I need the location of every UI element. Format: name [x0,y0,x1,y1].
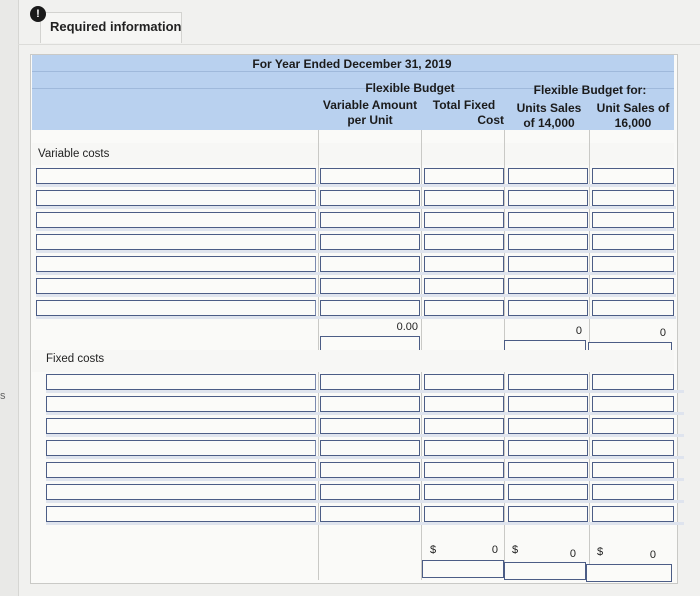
per-unit-input[interactable] [320,300,420,316]
units-14000-input[interactable] [508,462,588,478]
cost-name-input[interactable] [36,168,316,184]
flexible-budget-for-label: Flexible Budget for: [533,83,647,97]
per-unit-input[interactable] [320,462,420,478]
budget-sheet [30,54,678,584]
units-14000-input[interactable] [508,418,588,434]
col-total-fixed: Total Fixed [432,98,496,112]
units-14000-input[interactable] [508,278,588,294]
currency-symbol-14000: $ [512,544,519,556]
per-unit-input[interactable] [320,506,420,522]
fixed-total-14000-box [504,562,586,580]
flexible-budget-label: Flexible Budget [365,81,455,95]
fixed-total-16000-box [586,564,672,582]
col-units-16000: Unit Sales of [596,101,670,115]
variable-total-16000: 0 [659,327,666,339]
currency-symbol-16000: $ [597,546,604,558]
units-14000-input[interactable] [508,212,588,228]
fixed-cost-input[interactable] [424,374,504,390]
units-16000-input[interactable] [592,168,674,184]
per-unit-input[interactable] [320,374,420,390]
side-text-fragment: s [0,390,6,402]
per-unit-input[interactable] [320,278,420,294]
period-label: For Year Ended December 31, 2019 [252,57,452,71]
col-units-16000-line2: 16,000 [614,116,652,130]
cost-name-input[interactable] [36,278,316,294]
cost-name-input[interactable] [46,440,316,456]
per-unit-input[interactable] [320,440,420,456]
fixed-cost-input[interactable] [424,212,504,228]
col-variable-amount: Variable Amount [322,98,418,112]
units-16000-input[interactable] [592,212,674,228]
fixed-cost-input[interactable] [424,256,504,272]
variable-cost-row [36,300,676,316]
per-unit-input[interactable] [320,256,420,272]
variable-cost-row [36,212,676,228]
fixed-cost-input[interactable] [424,190,504,206]
variable-cost-row [36,168,676,184]
cost-name-input[interactable] [46,506,316,522]
fixed-cost-input[interactable] [424,418,504,434]
fixed-cost-row [46,418,684,434]
fixed-cost-row [46,462,684,478]
units-14000-input[interactable] [508,440,588,456]
units-16000-input[interactable] [592,374,674,390]
per-unit-input[interactable] [320,484,420,500]
per-unit-input[interactable] [320,396,420,412]
col-total-fixed-line2: Cost [477,113,504,127]
units-16000-input[interactable] [592,462,674,478]
fixed-cost-input[interactable] [424,396,504,412]
per-unit-input[interactable] [320,168,420,184]
units-14000-input[interactable] [508,484,588,500]
fixed-cost-input[interactable] [424,506,504,522]
units-14000-input[interactable] [508,374,588,390]
fixed-cost-input[interactable] [424,278,504,294]
per-unit-input[interactable] [320,212,420,228]
cost-name-input[interactable] [36,190,316,206]
variable-costs-row [32,143,674,165]
variable-cost-row [36,278,676,294]
variable-total-14000: 0 [575,325,582,337]
fixed-cost-row [46,374,684,390]
units-14000-input[interactable] [508,396,588,412]
col-units-14000-line2: of 14,000 [523,116,575,130]
required-info-label: Required information [50,19,182,34]
fixed-cost-row [46,396,684,412]
fixed-total-fixed-cost: 0 [491,544,498,556]
cost-name-input[interactable] [36,212,316,228]
header-divider-1 [32,71,674,72]
variable-costs-label: Variable costs [38,148,110,160]
units-16000-input[interactable] [592,234,674,250]
variable-cost-row [36,234,676,250]
units-16000-input[interactable] [592,506,674,522]
col-variable-amount-line2: per Unit [347,113,393,127]
units-16000-input[interactable] [592,256,674,272]
cost-name-input[interactable] [46,462,316,478]
units-14000-input[interactable] [508,168,588,184]
currency-symbol-fixed: $ [430,544,437,556]
fixed-cost-input[interactable] [424,168,504,184]
per-unit-input[interactable] [320,234,420,250]
variable-per-unit-total: 0.00 [396,321,418,333]
units-14000-input[interactable] [508,234,588,250]
units-16000-input[interactable] [592,484,674,500]
fixed-cost-row [46,440,684,456]
fixed-cost-input[interactable] [424,300,504,316]
per-unit-input[interactable] [320,190,420,206]
fixed-cost-row [46,506,684,522]
units-16000-input[interactable] [592,440,674,456]
fixed-cost-row [46,484,684,500]
units-14000-input[interactable] [508,300,588,316]
cost-name-input[interactable] [46,396,316,412]
left-panel-edge [0,0,19,596]
fixed-cost-input[interactable] [424,440,504,456]
units-16000-input[interactable] [592,396,674,412]
fixed-cost-input[interactable] [424,462,504,478]
cost-name-input[interactable] [46,418,316,434]
per-unit-input[interactable] [320,418,420,434]
cost-name-input[interactable] [36,256,316,272]
units-14000-input[interactable] [508,506,588,522]
fixed-cost-input[interactable] [424,234,504,250]
variable-cost-row [36,256,676,272]
units-16000-input[interactable] [592,418,674,434]
cost-name-input[interactable] [36,234,316,250]
alert-icon: ! [30,6,46,22]
cost-name-input[interactable] [46,374,316,390]
units-16000-input[interactable] [592,278,674,294]
units-14000-input[interactable] [508,256,588,272]
header-divider [18,44,700,45]
units-14000-input[interactable] [508,190,588,206]
fixed-total-fixed-cost-box [422,560,504,578]
fixed-total-16000: 0 [649,549,656,561]
units-16000-input[interactable] [592,300,674,316]
units-16000-input[interactable] [592,190,674,206]
cost-name-input[interactable] [46,484,316,500]
fixed-cost-input[interactable] [424,484,504,500]
fixed-costs-label: Fixed costs [46,353,105,365]
cost-name-input[interactable] [36,300,316,316]
fixed-total-14000: 0 [569,548,576,560]
col-units-14000: Units Sales [516,101,582,115]
fixed-costs-row [32,350,674,372]
variable-cost-row [36,190,676,206]
